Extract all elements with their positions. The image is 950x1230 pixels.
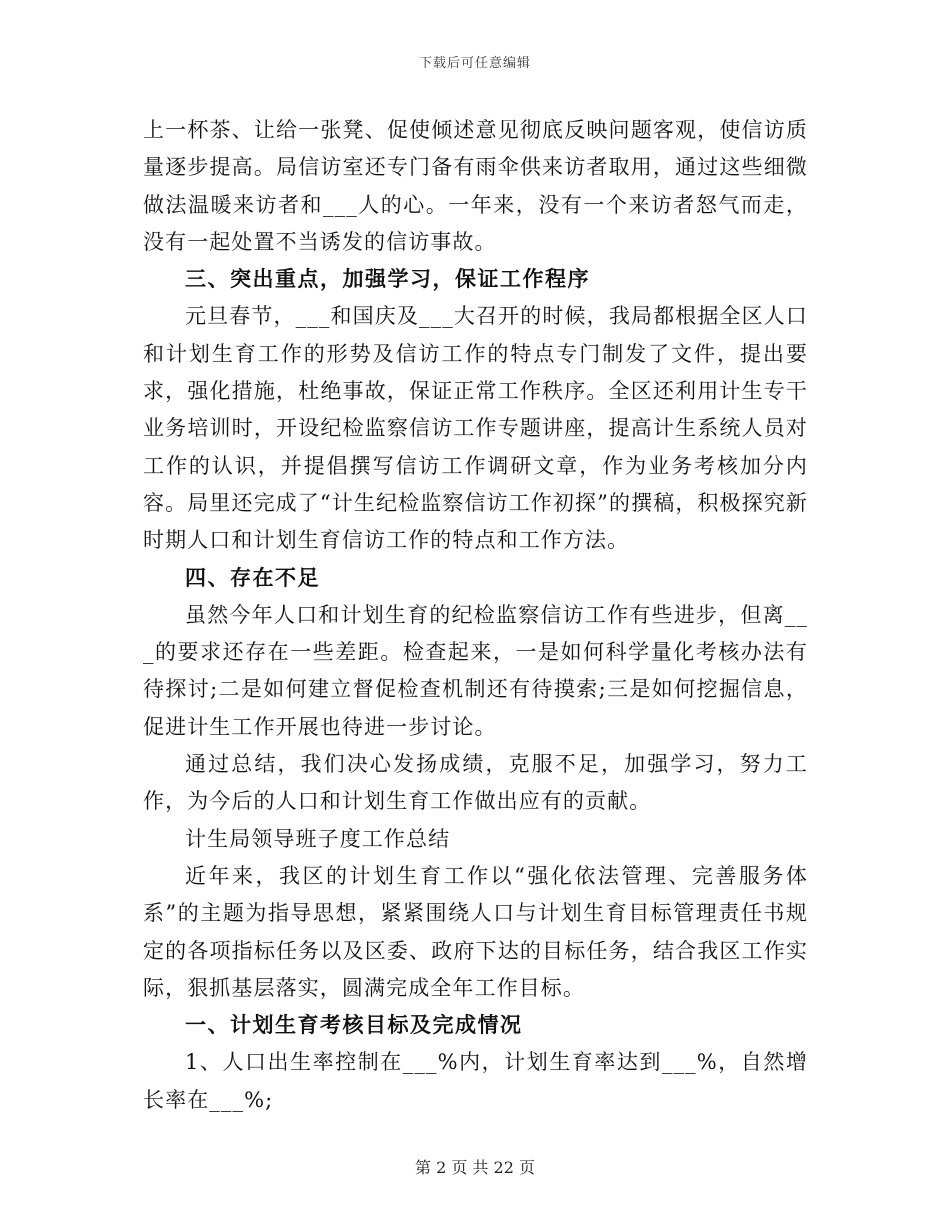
- section-heading-three: 三、突出重点，加强学习，保证工作程序: [185, 267, 590, 292]
- paragraph-continuation: 上一杯茶、让给一张凳、促使倾述意见彻底反映问题客观，使信访质量逐步提高。局信访室还专门备有雨伞供来访者取用，通过这些细微做法温暖来访者和___人的心。一年来，没有一个来访者怒气而走，没有一起处置不当诱发的信访事故。: [143, 118, 808, 254]
- document-subtitle: 计生局领导班子度工作总结: [185, 826, 451, 851]
- paragraph-shortcomings: 虽然今年人口和计划生育的纪检监察信访工作有些进步，但离___的要求还存在一些差距。检查起来，一是如何科学量化考核办法有待探讨;二是如何建立督促检查机制还有待摸索;三是如何挖掘信息，促进计生工作开展也待进一步讨论。: [143, 602, 808, 739]
- page-header-note: 下载后可任意编辑: [418, 56, 531, 71]
- paragraph-key-points: 元旦春节，___和国庆及___大召开的时候，我局都根据全区人口和计划生育工作的形势及信访工作的特点专门制发了文件，提出要求，强化措施，杜绝事故，保证正常工作秩序。全区还利用计生专干业务培训时，开设纪检监察信访工作专题讲座，提高计生系统人员对工作的认识，并提倡撰写信访工作调研文章，作为业务考核加分内容。局里还完成了“计生纪检监察信访工作初探”的撰稿，积极探究新时期人口和计划生育信访工作的特点和工作方法。: [143, 304, 808, 553]
- page-number: 第 2 页 共 22 页: [415, 1158, 535, 1177]
- paragraph-conclusion: 通过总结，我们决心发扬成绩，克服不足，加强学习，努力工作，为今后的人口和计划生育工作做出应有的贡献。: [143, 752, 808, 814]
- section-heading-one: 一、计划生育考核目标及完成情况: [185, 1013, 523, 1038]
- document-body: [143, 112, 808, 1119]
- paragraph-target-item-1: 1、人口出生率控制在___%内，计划生育率达到___%，自然增长率在___%;: [143, 1050, 808, 1112]
- section-heading-four: 四、存在不足: [185, 565, 320, 590]
- paragraph-intro: 近年来，我区的计划生育工作以“强化依法管理、完善服务体系”的主题为指导思想，紧紧围绕人口与计划生育目标管理责任书规定的各项指标任务以及区委、政府下达的目标任务，结合我区工作实际，狠抓基层落实，圆满完成全年工作目标。: [143, 863, 808, 1000]
